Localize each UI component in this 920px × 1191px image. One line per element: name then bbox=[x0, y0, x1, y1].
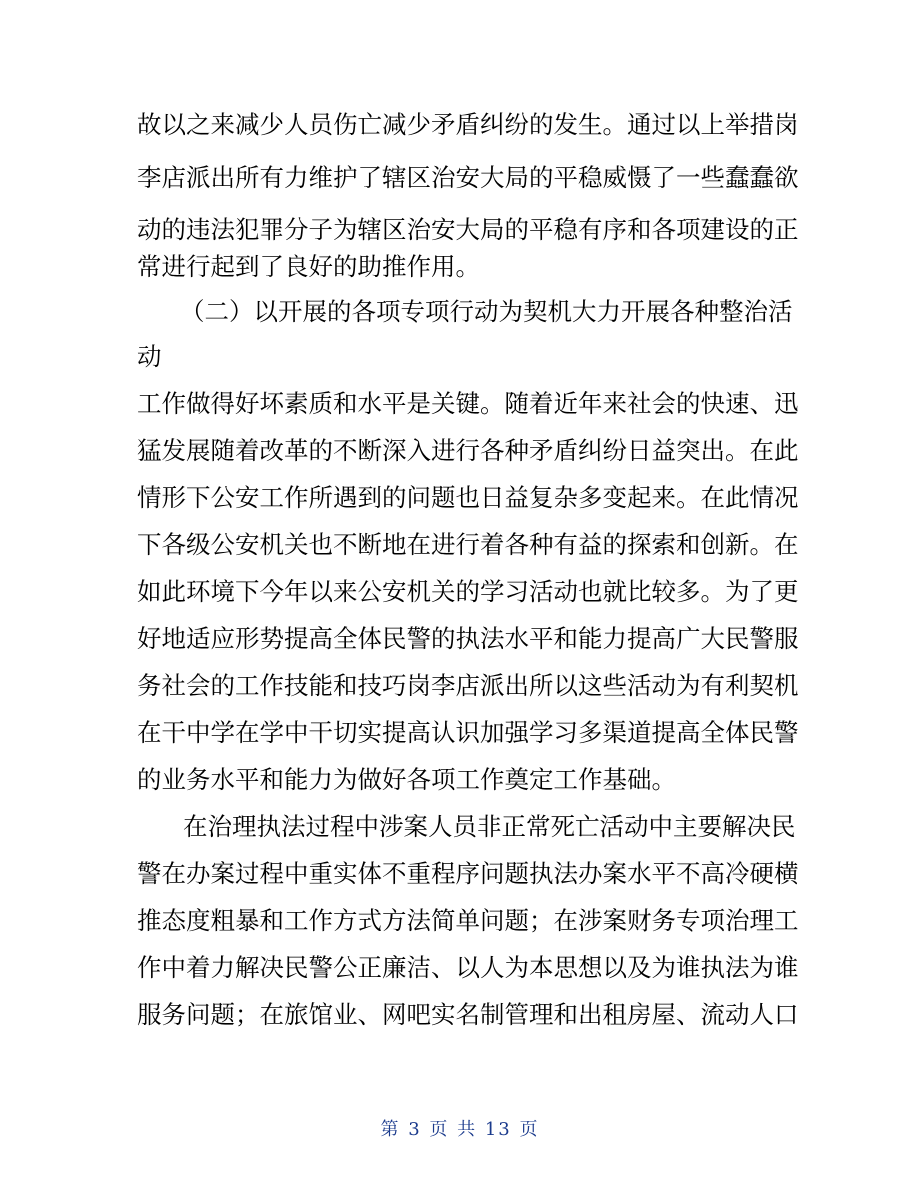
text-line: 警在办案过程中重实体不重程序问题执法办案水平不高冷硬横 bbox=[137, 859, 799, 888]
text-line: 下各级公安机关也不断地在进行着各种有益的探索和创新。在 bbox=[137, 530, 799, 559]
text-line: 服务问题；在旅馆业、网吧实名制管理和出租房屋、流动人口 bbox=[137, 1000, 799, 1029]
text-line: 情形下公安工作所遇到的问题也日益复杂多变起来。在此情况 bbox=[137, 483, 799, 512]
text-line: 好地适应形势提高全体民警的执法水平和能力提高广大民警服 bbox=[137, 624, 799, 653]
text-line: 作中着力解决民警公正廉洁、以人为本思想以及为谁执法为谁 bbox=[137, 953, 799, 982]
text-line: 的业务水平和能力为做好各项工作奠定工作基础。 bbox=[137, 765, 676, 794]
text-line: 李店派出所有力维护了辖区治安大局的平稳威慑了一些蠢蠢欲 bbox=[137, 163, 799, 192]
heading-line: 动 bbox=[137, 342, 162, 371]
text-line: 在治理执法过程中涉案人员非正常死亡活动中主要解决民 bbox=[183, 812, 796, 841]
text-line: 在干中学在学中干切实提高认识加强学习多渠道提高全体民警 bbox=[137, 718, 799, 747]
text-line: 猛发展随着改革的不断深入进行各种矛盾纠纷日益突出。在此 bbox=[137, 436, 799, 465]
text-line: 动的违法犯罪分子为辖区治安大局的平稳有序和各项建设的正 bbox=[137, 215, 799, 244]
text-line: 工作做得好坏素质和水平是关键。随着近年来社会的快速、迅 bbox=[137, 389, 799, 418]
heading-line: （二）以开展的各项专项行动为契机大力开展各种整治活 bbox=[180, 297, 793, 326]
text-line: 常进行起到了良好的助推作用。 bbox=[137, 252, 480, 281]
text-line: 故以之来减少人员伤亡减少矛盾纠纷的发生。通过以上举措岗 bbox=[137, 110, 799, 139]
text-line: 推态度粗暴和工作方式方法简单问题；在涉案财务专项治理工 bbox=[137, 906, 799, 935]
text-line: 如此环境下今年以来公安机关的学习活动也就比较多。为了更 bbox=[137, 577, 799, 606]
page-number-footer: 第 3 页 共 13 页 bbox=[380, 1119, 540, 1140]
text-line: 务社会的工作技能和技巧岗李店派出所以这些活动为有利契机 bbox=[137, 671, 799, 700]
